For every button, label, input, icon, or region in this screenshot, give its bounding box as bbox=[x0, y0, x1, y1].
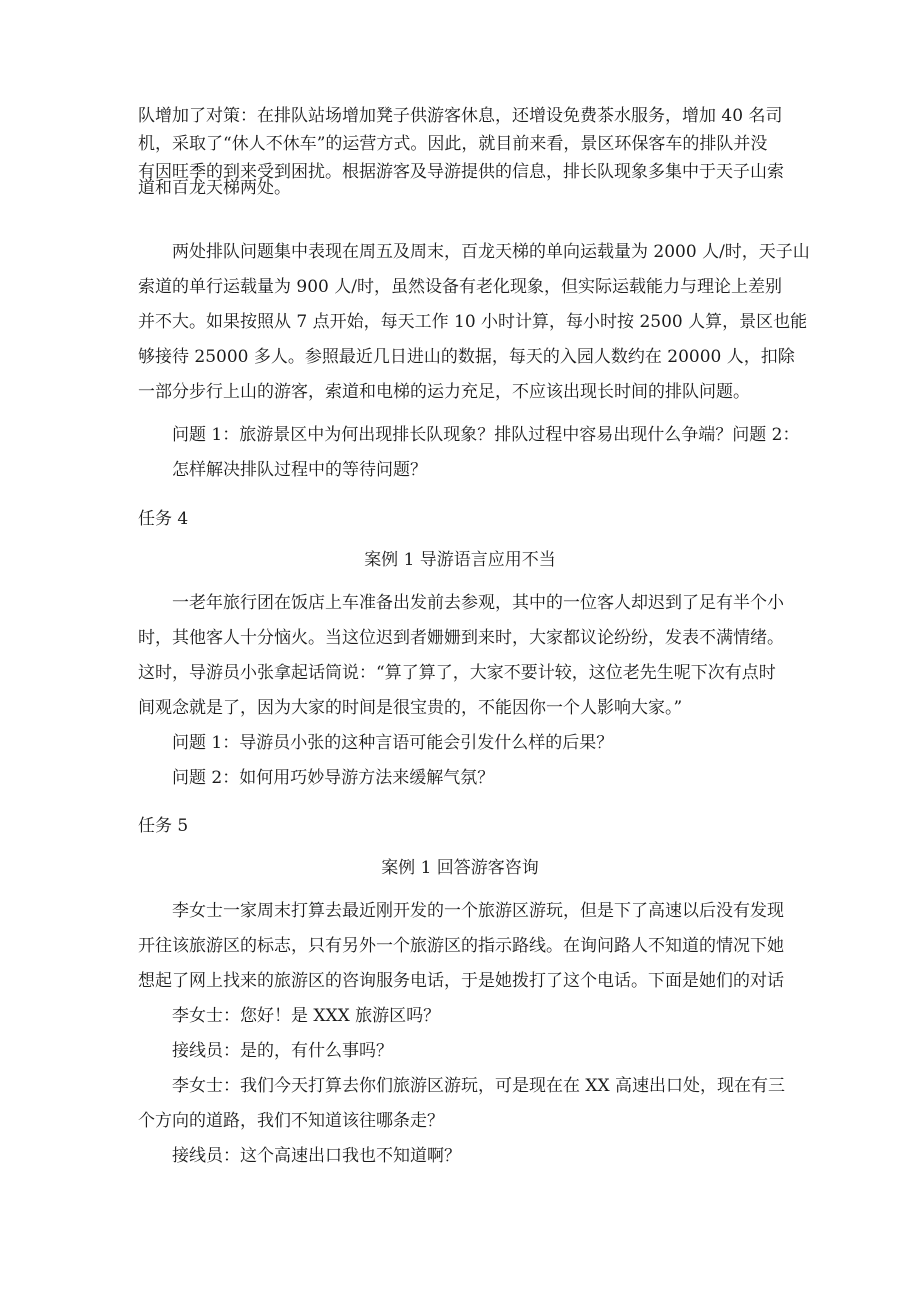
task-5-heading: 任务 5 bbox=[138, 816, 189, 836]
task-4-case-title: 案例 1 导游语言应用不当 bbox=[364, 550, 556, 570]
body-text-line: 一老年旅行团在饭店上车准备出发前去参观，其中的一位客人却迟到了足有半个小 bbox=[172, 593, 784, 613]
dialogue-line: 李女士：我们今天打算去你们旅游区游玩，可是现在在 XX 高速出口处，现在有三 bbox=[172, 1076, 786, 1096]
dialogue-line: 接线员：这个高速出口我也不知道啊？ bbox=[172, 1146, 461, 1166]
body-text-line: 够接待 25000 多人。参照最近几日进山的数据，每天的入园人数约在 20000 人，扣除 bbox=[138, 347, 795, 367]
body-text-line: 李女士一家周末打算去最近刚开发的一个旅游区游玩，但是下了高速以后没有发现 bbox=[172, 901, 784, 921]
task-4-heading: 任务 4 bbox=[138, 509, 189, 529]
question-line: 问题 1：导游员小张的这种言语可能会引发什么样的后果？ bbox=[172, 733, 614, 753]
body-text-line: 想起了网上找来的旅游区的咨询服务电话，于是她拨打了这个电话。下面是她们的对话 bbox=[138, 971, 784, 991]
dialogue-line: 接线员：是的，有什么事吗？ bbox=[172, 1041, 393, 1061]
body-text-line: 队增加了对策：在排队站场增加凳子供游客休息，还增设免费茶水服务，增加 40 名司 bbox=[138, 106, 783, 126]
dialogue-line: 李女士：您好！是 XXX 旅游区吗？ bbox=[172, 1006, 441, 1026]
body-text-line: 两处排队问题集中表现在周五及周末，百龙天梯的单向运载量为 2000 人/时，天子山 bbox=[172, 242, 810, 262]
body-text-line: 道和百龙天梯两处。 bbox=[138, 178, 291, 198]
body-text-line: 开往该旅游区的标志，只有另外一个旅游区的指示路线。在询问路人不知道的情况下她 bbox=[138, 936, 784, 956]
question-line: 问题 2：如何用巧妙导游方法来缓解气氛？ bbox=[172, 768, 495, 788]
body-text-line: 机，采取了“休人不休车”的运营方式。因此，就目前来看，景区环保客车的排队并没 bbox=[138, 134, 768, 154]
body-text-line: 时，其他客人十分恼火。当这位迟到者姗姗到来时，大家都议论纷纷，发表不满情绪。 bbox=[138, 628, 784, 648]
body-text-line: 索道的单行运载量为 900 人/时，虽然设备有老化现象，但实际运载能力与理论上差别 bbox=[138, 277, 782, 297]
body-text-line: 一部分步行上山的游客，索道和电梯的运力充足，不应该出现长时间的排队问题。 bbox=[138, 382, 750, 402]
body-text-line: 并不大。如果按照从 7 点开始，每天工作 10 小时计算，每小时按 2500 人算，景区也能 bbox=[138, 312, 808, 332]
dialogue-line: 个方向的道路，我们不知道该往哪条走？ bbox=[138, 1111, 444, 1131]
task-5-case-title: 案例 1 回答游客咨询 bbox=[381, 858, 539, 878]
body-text-line: 有因旺季的到来受到困扰。根据游客及导游提供的信息，排长队现象多集中于天子山索 bbox=[138, 162, 784, 182]
body-text-line: 这时，导游员小张拿起话筒说：“算了算了，大家不要计较，这位老先生呢下次有点时 bbox=[138, 663, 776, 683]
body-text-line: 间观念就是了，因为大家的时间是很宝贵的，不能因你一个人影响大家。” bbox=[138, 698, 683, 718]
question-line: 问题 1：旅游景区中为何出现排长队现象？排队过程中容易出现什么争端？问题 2： bbox=[172, 425, 800, 445]
question-line: 怎样解决排队过程中的等待问题？ bbox=[172, 460, 427, 480]
